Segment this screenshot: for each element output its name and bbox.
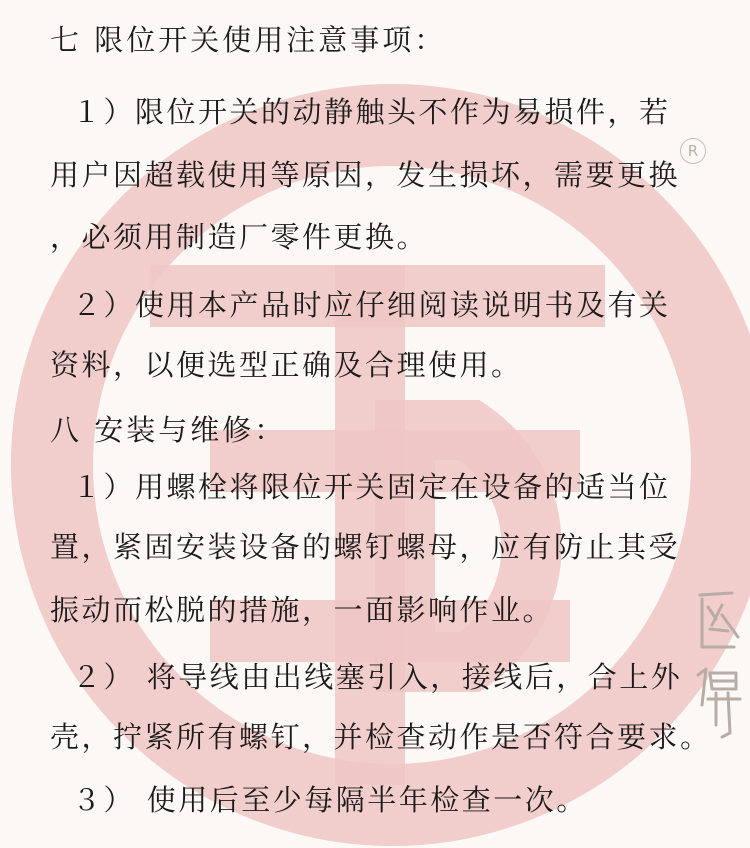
section-7-item-1-line-1: １）限位开关的动静触头不作为易损件，若 — [72, 95, 671, 129]
section-7-item-1-line-2: 用户因超载使用等原因，发生损坏，需要更换 — [50, 158, 681, 192]
section-7-item-2-line-1: ２）使用本产品时应仔细阅读说明书及有关 — [72, 288, 671, 322]
section-7-item-2-line-2: 资料，以便选型正确及合理使用。 — [50, 348, 523, 382]
section-8-item-3-line-1: ３） 使用后至少每隔半年检查一次。 — [72, 783, 588, 817]
registered-trademark-icon: R — [680, 138, 706, 164]
section-7-heading: 七 限位开关使用注意事项： — [50, 23, 447, 57]
section-8-item-1-line-3: 振动而松脱的措施，一面影响作业。 — [50, 593, 555, 627]
section-8-item-2-line-2: 壳，拧紧所有螺钉，并检查动作是否符合要求。 — [50, 720, 712, 754]
section-8-item-2-line-1: ２） 将导线由出线塞引入，接线后，合上外 — [72, 660, 683, 694]
section-8-heading: 八 安装与维修： — [50, 413, 287, 447]
section-8-item-1-line-2: 置，紧固安装设备的螺钉螺母，应有防止其受 — [50, 530, 681, 564]
section-7-item-1-line-3: ，必须用制造厂零件更换。 — [50, 220, 429, 254]
section-8-item-1-line-1: １）用螺栓将限位开关固定在设备的适当位 — [72, 470, 671, 504]
